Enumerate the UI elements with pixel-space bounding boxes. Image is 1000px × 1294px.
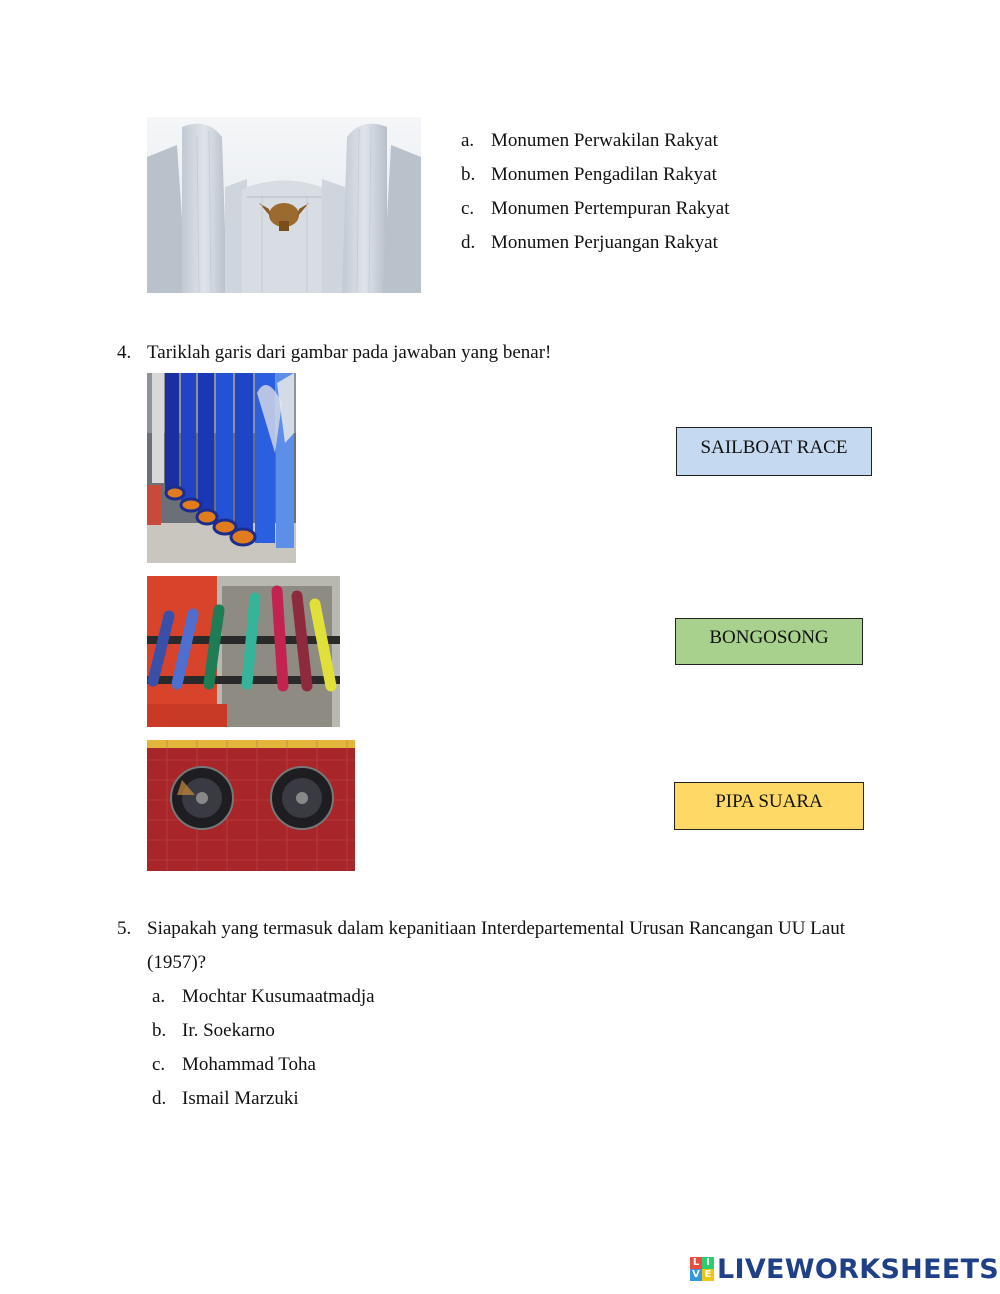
answer-label: BONGOSONG: [709, 627, 829, 648]
mark-letter: E: [702, 1269, 714, 1281]
option-letter: a.: [152, 986, 166, 1007]
q4-number: 4.: [117, 342, 132, 363]
option-letter: c.: [461, 198, 475, 219]
liveworksheets-mark-icon: [690, 1257, 714, 1281]
q5-question-line1: Siapakah yang termasuk dalam kepanitiaan Interdepartemental Urusan Rancangan UU Laut: [147, 918, 845, 939]
mark-letter: L: [690, 1257, 702, 1269]
q5-question-line2: (1957)?: [147, 952, 207, 973]
mark-letter: I: [702, 1257, 714, 1269]
option-letter: c.: [152, 1054, 166, 1075]
option-letter: a.: [461, 130, 475, 151]
answer-box-sailboat-race[interactable]: [676, 427, 872, 476]
answer-box-bongosong[interactable]: [675, 618, 863, 665]
option-letter: d.: [461, 232, 476, 253]
option-text: Monumen Perwakilan Rakyat: [491, 130, 718, 151]
option-text: Mohammad Toha: [182, 1054, 316, 1075]
option-text: Monumen Pertempuran Rakyat: [491, 198, 730, 219]
q4-question: Tariklah garis dari gambar pada jawaban yang benar!: [147, 342, 552, 363]
monument-photo: [147, 117, 421, 293]
answer-label: SAILBOAT RACE: [700, 437, 848, 458]
q5-number: 5.: [117, 918, 132, 939]
option-text: Mochtar Kusumaatmadja: [182, 986, 375, 1007]
option-text: Ismail Marzuki: [182, 1088, 299, 1109]
liveworksheets-logo: [690, 1252, 999, 1286]
mark-letter: V: [690, 1269, 702, 1281]
option-text: Monumen Perjuangan Rakyat: [491, 232, 718, 253]
answer-box-pipa-suara[interactable]: [674, 782, 864, 830]
colored-tubes-photo[interactable]: [147, 576, 340, 727]
option-letter: d.: [152, 1088, 167, 1109]
option-letter: b.: [152, 1020, 167, 1041]
blue-pipes-photo[interactable]: [147, 373, 296, 563]
answer-label: PIPA SUARA: [715, 791, 823, 812]
option-text: Monumen Pengadilan Rakyat: [491, 164, 717, 185]
fans-wall-photo[interactable]: [147, 740, 355, 871]
brand-name: LIVEWORKSHEETS: [717, 1253, 1000, 1285]
option-text: Ir. Soekarno: [182, 1020, 275, 1041]
option-letter: b.: [461, 164, 476, 185]
